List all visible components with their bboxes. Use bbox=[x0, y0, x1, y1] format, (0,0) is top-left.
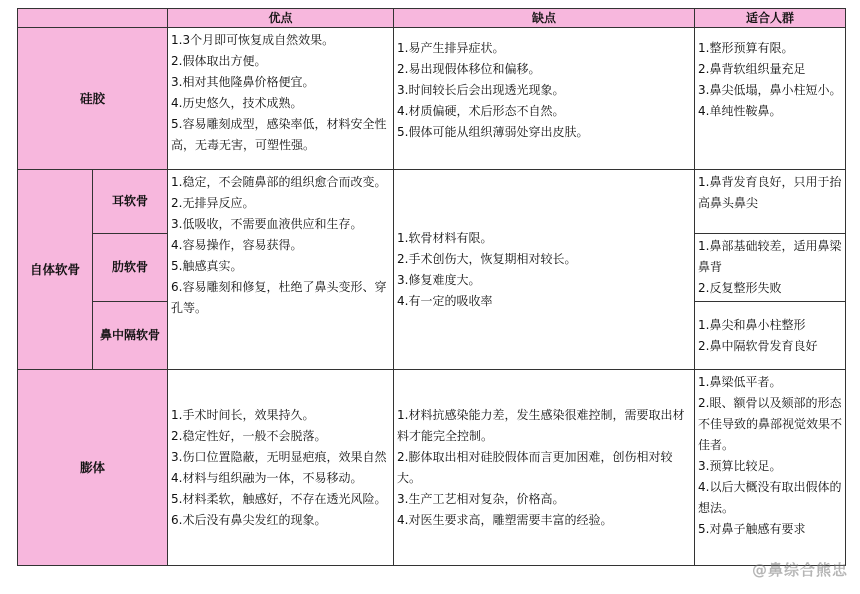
cartilage-pro-5: 5.触感真实。 bbox=[171, 259, 243, 273]
expanded-pro-5: 5.材料柔软，触感好，不存在透光风险。 bbox=[171, 491, 387, 506]
expanded-con-1: 1.材料抗感染能力差，发生感染很难控制，需要取出材料才能完全控制。 bbox=[397, 407, 685, 443]
sub-rib-cartilage: 肋软骨 bbox=[93, 234, 168, 302]
sub-ear-cartilage: 耳软骨 bbox=[93, 170, 168, 234]
rib-suitable-2: 2.反复整形失败 bbox=[698, 281, 782, 295]
header-cons: 缺点 bbox=[394, 9, 695, 28]
cartilage-con-1: 1.软骨材料有限。 bbox=[397, 230, 493, 245]
cartilage-pro-6: 6.容易雕刻和修复，杜绝了鼻头变形、穿孔等。 bbox=[171, 280, 387, 315]
comparison-table-wrapper bbox=[17, 8, 846, 566]
header-pros: 优点 bbox=[168, 9, 394, 28]
cartilage-pro-2: 2.无排异反应。 bbox=[171, 196, 255, 210]
expanded-suitable-2: 2.眼、额骨以及颏部的形态不佳导致的鼻部视觉效果不佳者。 bbox=[698, 396, 843, 452]
cartilage-con-3: 3.修复难度大。 bbox=[397, 272, 481, 287]
header-suitable: 适合人群 bbox=[695, 9, 846, 28]
silicone-con-5: 5.假体可能从组织薄弱处穿出皮肤。 bbox=[397, 125, 589, 139]
expanded-pro-3: 3.伤口位置隐蔽，无明显疤痕，效果自然 bbox=[171, 449, 387, 464]
rib-suitable-1: 1.鼻部基础较差，适用鼻梁鼻背 bbox=[698, 239, 842, 274]
cartilage-ear-suitable-cell bbox=[695, 170, 846, 234]
cartilage-pros-cell bbox=[168, 170, 394, 370]
silicone-con-2: 2.易出现假体移位和偏移。 bbox=[397, 62, 541, 76]
label-silicone: 硅胶 bbox=[18, 28, 168, 170]
expanded-con-2: 2.膨体取出相对硅胶假体而言更加困难，创伤相对较大。 bbox=[397, 449, 673, 485]
silicone-suitable-4: 4.单纯性鞍鼻。 bbox=[698, 104, 782, 118]
row-expanded bbox=[18, 370, 846, 566]
rhinoplasty-material-comparison-table bbox=[17, 8, 846, 566]
cartilage-pro-3: 3.低吸收，不需要血液供应和生存。 bbox=[171, 217, 363, 231]
cartilage-con-2: 2.手术创伤大，恢复期相对较长。 bbox=[397, 251, 577, 266]
expanded-suitable-3: 3.预算比较足。 bbox=[698, 459, 782, 473]
silicone-pro-1: 1.3个月即可恢复成自然效果。 bbox=[171, 33, 335, 47]
expanded-con-3: 3.生产工艺相对复杂，价格高。 bbox=[397, 491, 565, 506]
silicone-pro-3: 3.相对其他隆鼻价格便宜。 bbox=[171, 75, 315, 89]
row-silicone bbox=[18, 28, 846, 170]
expanded-con-4: 4.对医生要求高，雕塑需要丰富的经验。 bbox=[397, 512, 613, 527]
silicone-suitable-cell bbox=[695, 28, 846, 170]
silicone-cons-cell bbox=[394, 28, 695, 170]
silicone-con-3: 3.时间较长后会出现透光现象。 bbox=[397, 83, 565, 97]
silicone-con-4: 4.材质偏硬，术后形态不自然。 bbox=[397, 104, 565, 118]
expanded-suitable-1: 1.鼻梁低平者。 bbox=[698, 375, 782, 389]
expanded-pro-4: 4.材料与组织融为一体，不易移动。 bbox=[171, 470, 363, 485]
silicone-suitable-2: 2.鼻背软组织量充足 bbox=[698, 62, 806, 76]
silicone-pros-cell bbox=[168, 28, 394, 170]
cartilage-con-4: 4.有一定的吸收率 bbox=[397, 293, 493, 308]
expanded-cons-cell bbox=[394, 370, 695, 566]
expanded-pro-1: 1.手术时间长，效果持久。 bbox=[171, 407, 315, 422]
row-cartilage-ear bbox=[18, 170, 846, 234]
septum-suitable-1: 1.鼻尖和鼻小柱整形 bbox=[698, 317, 806, 332]
ear-suitable-1: 1.鼻背发育良好，只用于抬高鼻头鼻尖 bbox=[698, 175, 842, 210]
cartilage-pro-1: 1.稳定，不会随鼻部的组织愈合而改变。 bbox=[171, 175, 387, 189]
expanded-suitable-5: 5.对鼻子触感有要求 bbox=[698, 522, 806, 536]
cartilage-cons-cell bbox=[394, 170, 695, 370]
cartilage-pro-4: 4.容易操作，容易获得。 bbox=[171, 238, 303, 252]
expanded-pro-2: 2.稳定性好，一般不会脱落。 bbox=[171, 428, 327, 443]
header-empty-cell bbox=[18, 9, 168, 28]
label-cartilage: 自体软骨 bbox=[18, 170, 93, 370]
sub-septum-cartilage: 鼻中隔软骨 bbox=[93, 302, 168, 370]
silicone-pro-2: 2.假体取出方便。 bbox=[171, 54, 267, 68]
cartilage-septum-suitable-cell bbox=[695, 302, 846, 370]
silicone-con-1: 1.易产生排异症状。 bbox=[397, 41, 505, 55]
header-row bbox=[18, 9, 846, 28]
silicone-pro-4: 4.历史悠久，技术成熟。 bbox=[171, 96, 303, 110]
silicone-suitable-3: 3.鼻尖低塌，鼻小柱短小。 bbox=[698, 83, 842, 97]
watermark: @鼻综合熊忠 bbox=[751, 561, 848, 579]
septum-suitable-2: 2.鼻中隔软骨发育良好 bbox=[698, 338, 818, 353]
cartilage-rib-suitable-cell bbox=[695, 234, 846, 302]
label-expanded: 膨体 bbox=[18, 370, 168, 566]
expanded-suitable-cell bbox=[695, 370, 846, 566]
expanded-pros-cell bbox=[168, 370, 394, 566]
expanded-suitable-4: 4.以后大概没有取出假体的想法。 bbox=[698, 480, 842, 515]
silicone-suitable-1: 1.整形预算有限。 bbox=[698, 41, 794, 55]
silicone-pro-5: 5.容易雕刻成型，感染率低，材料安全性高，无毒无害，可塑性强。 bbox=[171, 117, 387, 152]
expanded-pro-6: 6.术后没有鼻尖发红的现象。 bbox=[171, 512, 327, 527]
